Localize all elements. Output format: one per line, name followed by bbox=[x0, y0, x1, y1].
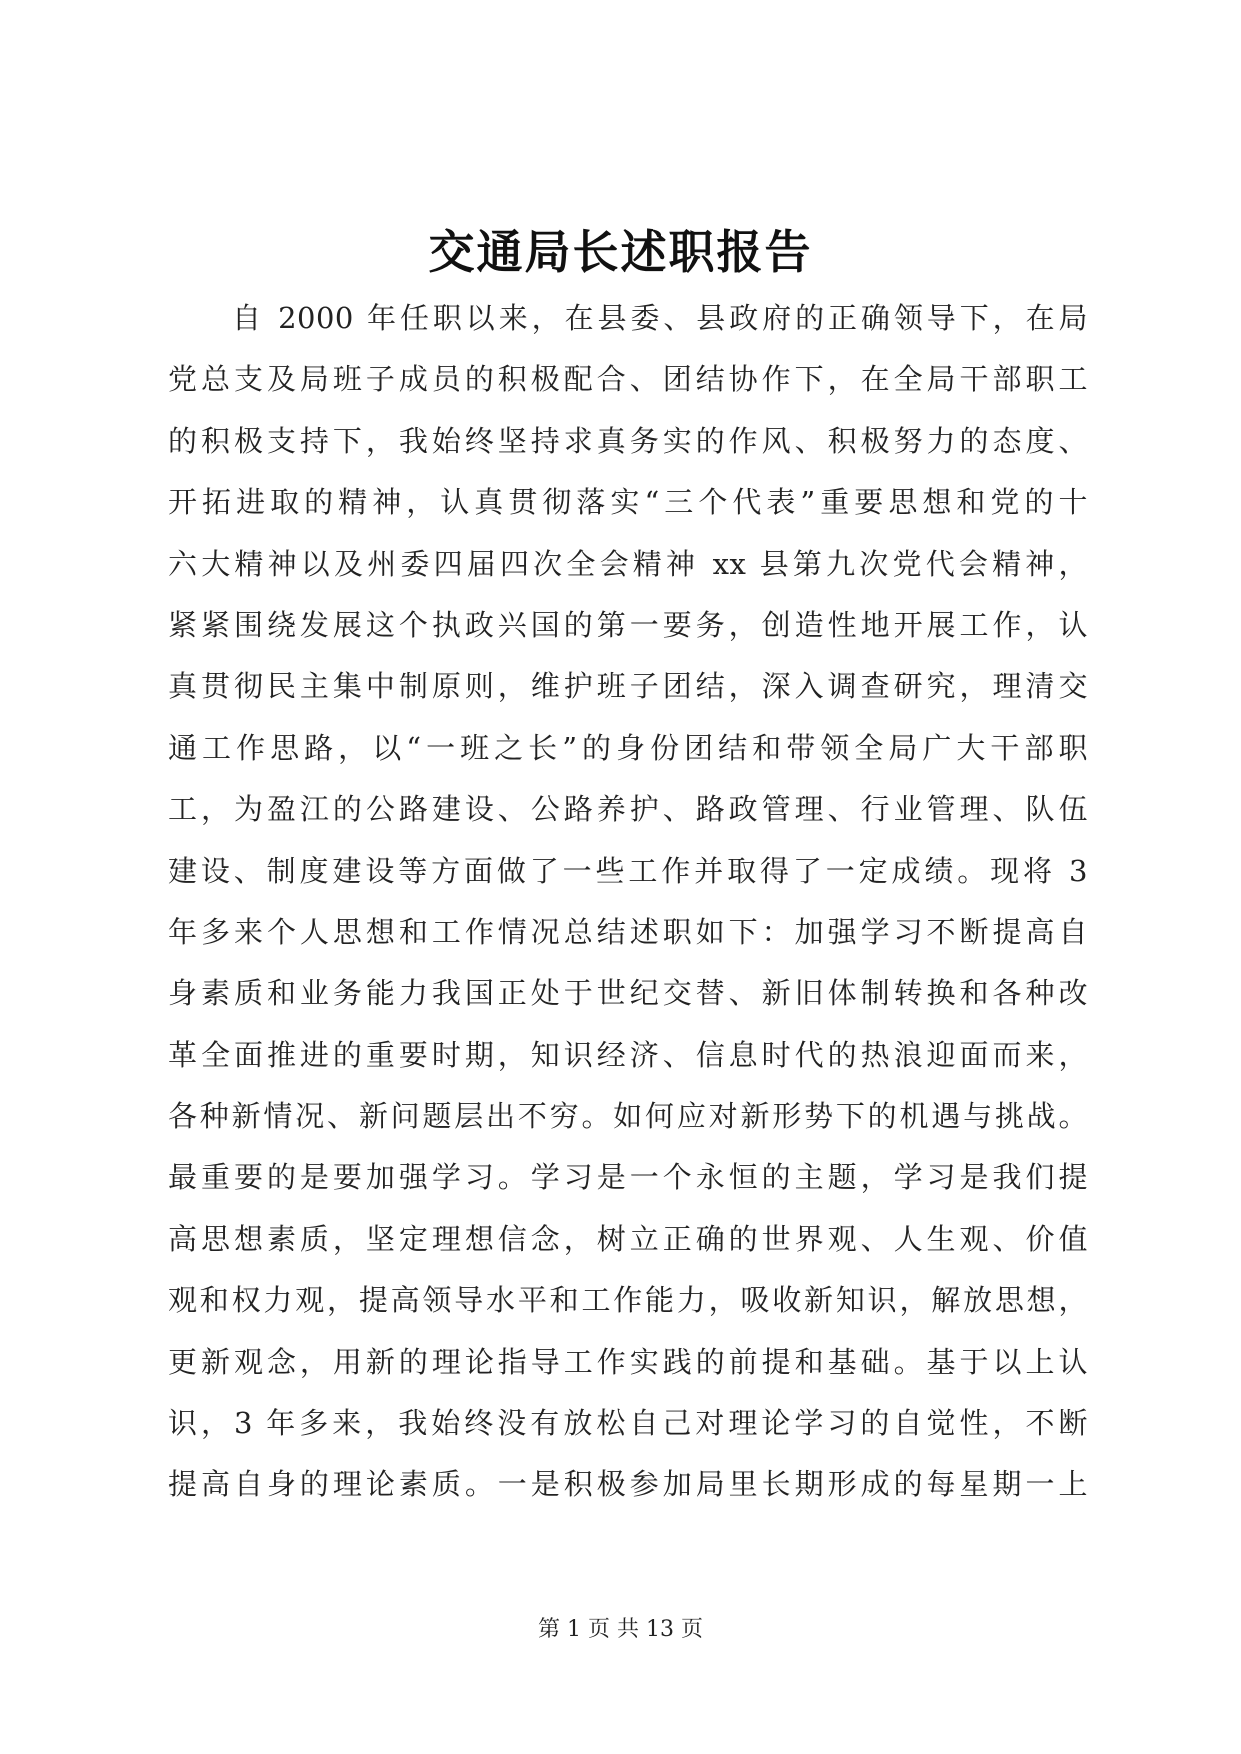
body-line: 识，3 年多来，我始终没有放松自己对理论学习的自觉性，不断 bbox=[168, 1406, 1088, 1441]
body-line: 的积极支持下，我始终坚持求真务实的作风、积极努力的态度、 bbox=[168, 423, 1088, 458]
body-line: 建设、制度建设等方面做了一些工作并取得了一定成绩。现将 3 bbox=[168, 853, 1088, 888]
body-line: 身素质和业务能力我国正处于世纪交替、新旧体制转换和各种改 bbox=[168, 976, 1088, 1011]
body-line: 各种新情况、新问题层出不穷。如何应对新形势下的机遇与挑战。 bbox=[168, 1099, 1088, 1134]
body-line: 党总支及局班子成员的积极配合、团结协作下，在全局干部职工 bbox=[168, 362, 1088, 397]
body-line: 开拓进取的精神，认真贯彻落实“三个代表”重要思想和党的十 bbox=[168, 485, 1088, 520]
body-line: 紧紧围绕发展这个执政兴国的第一要务，创造性地开展工作，认 bbox=[168, 607, 1088, 642]
body-line: 观和权力观，提高领导水平和工作能力，吸收新知识，解放思想， bbox=[168, 1283, 1088, 1318]
body-line: 提高自身的理论素质。一是积极参加局里长期形成的每星期一上 bbox=[168, 1467, 1088, 1502]
body-line: 自 2000 年任职以来，在县委、县政府的正确领导下，在局 bbox=[232, 301, 1088, 335]
body-line: 革全面推进的重要时期，知识经济、信息时代的热浪迎面而来， bbox=[168, 1037, 1088, 1072]
document-body bbox=[168, 288, 1088, 1516]
body-line: 高思想素质，坚定理想信念，树立正确的世界观、人生观、价值 bbox=[168, 1221, 1088, 1256]
body-line: 六大精神以及州委四届四次全会精神 xx 县第九次党代会精神， bbox=[168, 546, 1088, 581]
document-title: 交通局长述职报告 bbox=[428, 225, 813, 279]
body-line: 最重要的是要加强学习。学习是一个永恒的主题，学习是我们提 bbox=[168, 1160, 1088, 1195]
body-line: 更新观念，用新的理论指导工作实践的前提和基础。基于以上认 bbox=[168, 1344, 1088, 1379]
body-line: 年多来个人思想和工作情况总结述职如下：加强学习不断提高自 bbox=[168, 914, 1088, 949]
body-line: 通工作思路，以“一班之长”的身份团结和带领全局广大干部职 bbox=[168, 730, 1088, 765]
page-number-footer: 第 1 页 共 13 页 bbox=[538, 1617, 703, 1642]
body-line: 真贯彻民主集中制原则，维护班子团结，深入调查研究，理清交 bbox=[168, 669, 1088, 704]
body-line: 工，为盈江的公路建设、公路养护、路政管理、行业管理、队伍 bbox=[168, 792, 1088, 827]
